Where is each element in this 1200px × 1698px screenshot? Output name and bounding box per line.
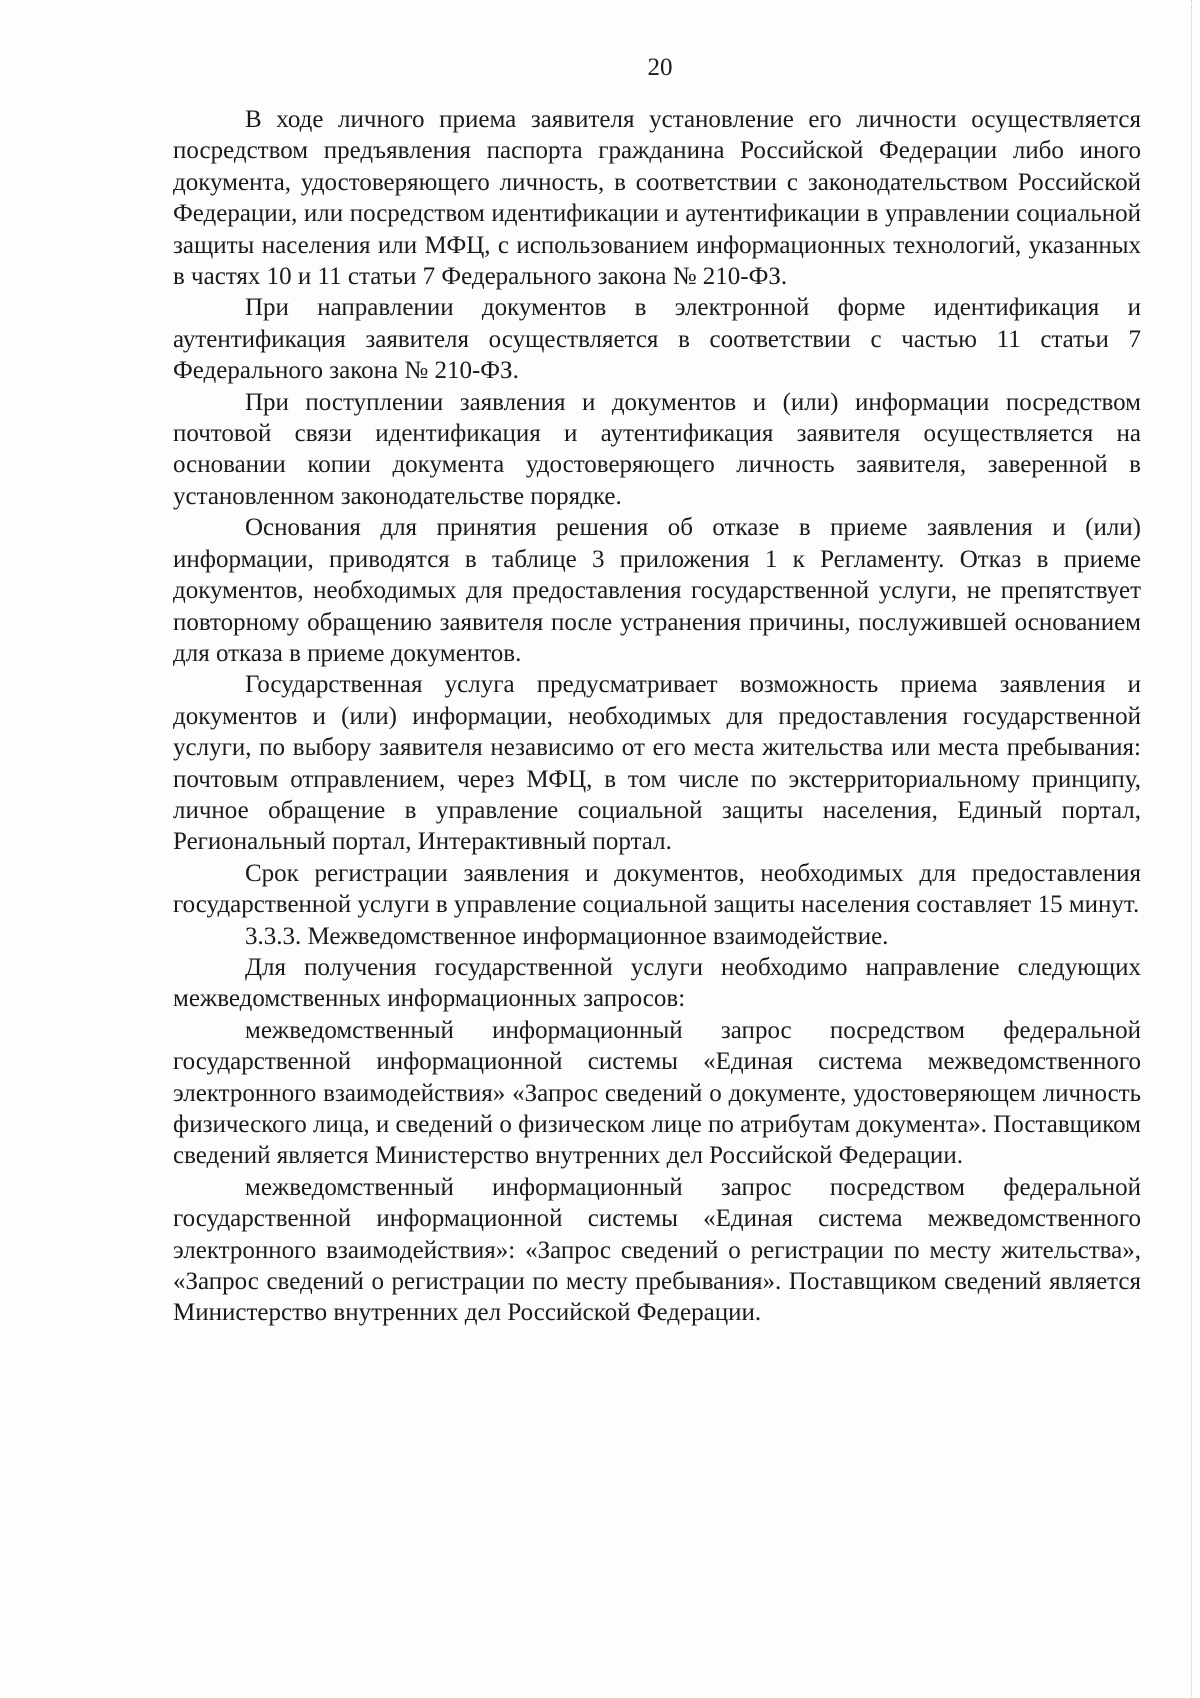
paragraph-requests-intro: Для получения государственной услуги необходимо направление следующих межведомственных информационных запросов: (173, 953, 1141, 1013)
paragraph-request-registration: межведомственный информационный запрос посредством федеральной государственной информационной системы «Единая система межведомственного электронного взаимодействия»: «Запрос сведений о регистрации по месту жительства», «Запрос сведений о регистрации по месту пребывания». Поставщиком сведений является Министерство внутренних дел Российской Федерации. (173, 1173, 1141, 1327)
paragraph-registration-term: Срок регистрации заявления и документов, необходимых для предоставления государственной услуги в управление социальной защиты населения составляет 15 минут. (173, 859, 1141, 919)
section-heading-3-3-3: 3.3.3. Межведомственное информационное взаимодействие. (245, 922, 889, 950)
scan-edge-mark (1191, 0, 1194, 1698)
paragraph-submission-methods: Государственная услуга предусматривает возможность приема заявления и документов и (или) информации, необходимых для предоставления государственной услуги, по выбору заявителя независимо от его места жительства или места пребывания: почтовым отправлением, через МФЦ, в том числе по экстерриториальному принципу, личное обращение в управление социальной защиты населения, Единый портал, Региональный портал, Интерактивный портал. (173, 671, 1141, 856)
paragraph-electronic-identification: При направлении документов в электронной форме идентификация и аутентификация заявителя осуществляется в соответствии с частью 11 статьи 7 Федерального закона № 210-ФЗ. (173, 294, 1141, 385)
page-number: 20 (647, 54, 673, 81)
paragraph-postal-identification: При поступлении заявления и документов и (или) информации посредством почтовой связи идентификация и аутентификация заявителя осуществляется на основании копии документа удостоверяющего личность заявителя, заверенной в установленном законодательстве порядке. (173, 388, 1141, 510)
document-body (173, 104, 1141, 1329)
paragraph-identity-verification: В ходе личного приема заявителя установление его личности осуществляется посредством предъявления паспорта гражданина Российской Федерации либо иного документа, удостоверяющего личность, в соответствии с законодательством Российской Федерации, или посредством идентификации и аутентификации в управлении социальной защиты населения или МФЦ, с использованием информационных технологий, указанных в частях 10 и 11 статьи 7 Федерального закона № 210-ФЗ. (173, 106, 1141, 291)
paragraph-refusal-grounds: Основания для принятия решения об отказе в приеме заявления и (или) информации, приводятся в таблице 3 приложения 1 к Регламенту. Отказ в приеме документов, необходимых для предоставления государственной услуги, не препятствует повторному обращению заявителя после устранения причины, послужившей основанием для отказа в приеме документов. (173, 514, 1141, 667)
paragraph-request-identity-document: межведомственный информационный запрос посредством федеральной государственной информационной системы «Единая система межведомственного электронного взаимодействия» «Запрос сведений о документе, удостоверяющем личность физического лица, и сведений о физическом лице по атрибутам документа». Поставщиком сведений является Министерство внутренних дел Российской Федерации. (173, 1016, 1141, 1170)
